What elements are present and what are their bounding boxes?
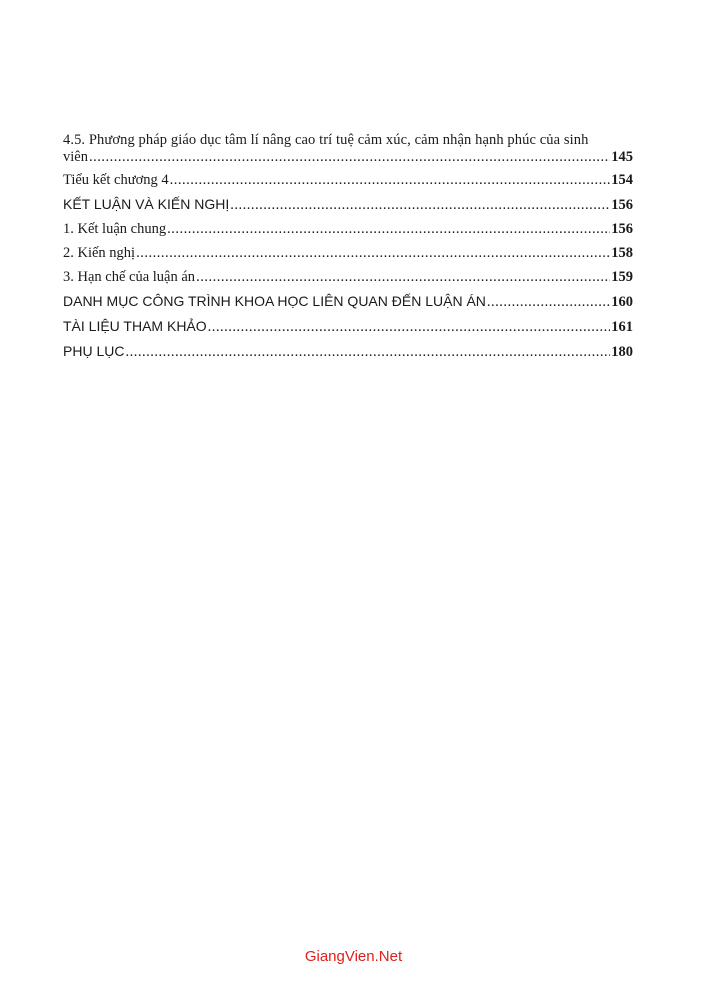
toc-entry-page: 156 [611,221,633,237]
toc-entry-page: 158 [611,245,633,261]
toc-entry-title: TÀI LIỆU THAM KHẢO [63,318,207,334]
leader-dots [167,221,610,238]
toc-entry-page: 160 [611,294,633,310]
leader-dots [170,172,611,189]
toc-entry-title: Tiểu kết chương 4 [63,172,169,188]
toc-entry [63,196,633,214]
toc-entry-title: 1. Kết luận chung [63,221,167,237]
toc-entry-page: 180 [611,344,633,360]
toc-entry [63,269,633,286]
leader-dots [208,319,611,336]
toc-entry-title: 3. Hạn chế của luận án [63,269,196,285]
toc-entry-title: DANH MỤC CÔNG TRÌNH KHOA HỌC LIÊN QUAN ĐẾN LUẬN ÁN [63,293,486,309]
toc-entry-title: PHỤ LỤC [63,343,125,359]
toc-entry-title: KẾT LUẬN VÀ KIẾN NGHỊ [63,196,230,212]
toc-entry-title: 2. Kiến nghị [63,245,136,261]
toc-entry [63,293,633,311]
toc-entry-title: viên [63,149,88,165]
toc-entry [63,172,633,189]
leader-dots [196,269,610,286]
leader-dots [136,245,610,262]
leader-dots [230,197,610,214]
toc-entry-page: 159 [611,269,633,285]
toc-entry-page: 156 [611,197,633,213]
leader-dots [89,149,610,166]
toc-entry-4-5 [63,149,633,166]
toc-entry [63,221,633,238]
toc-entry-4-5-line1: 4.5. Phương pháp giáo dục tâm lí nâng cao trí tuệ cảm xúc, cảm nhận hạnh phúc của sinh [63,132,589,148]
toc-entry [63,245,633,262]
toc-entry [63,318,633,336]
toc-entry-page: 161 [611,319,633,335]
table-of-contents [63,132,633,368]
toc-entry-page: 145 [611,149,633,165]
toc-entry-page: 154 [611,172,633,188]
leader-dots [125,344,610,361]
leader-dots [487,294,610,311]
watermark-footer: GiangVien.Net [304,948,403,965]
toc-entry [63,343,633,361]
